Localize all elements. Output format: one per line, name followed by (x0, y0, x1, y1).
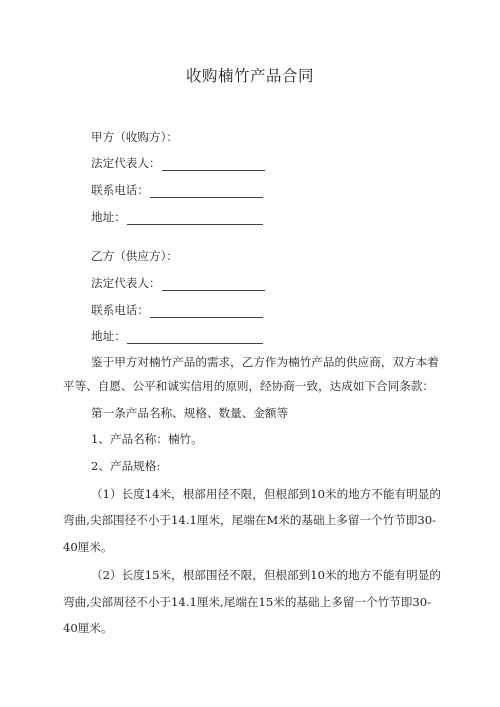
party-b-phone-label: 联系电话： (91, 303, 149, 317)
spec-2-line-3: 40厘米。 (63, 621, 113, 635)
party-a-rep-blank (162, 158, 265, 171)
party-a-phone-blank (150, 185, 263, 198)
party-b-address-field (91, 328, 263, 344)
party-b-rep-label: 法定代表人： (91, 276, 161, 290)
article-1-item-2: 2、产品规格: (91, 459, 161, 473)
party-b-rep-field (91, 275, 265, 291)
article-1-item-1: 1、产品名称：楠竹。 (91, 432, 203, 446)
party-b-address-blank (127, 331, 263, 344)
preamble-line-2: 平等、自愿、公平和诚实信用的原则，经协商一致，达成如下合同条款： (63, 379, 435, 393)
party-a-address-blank (127, 212, 263, 225)
party-a-heading: 甲方（收购方）： (91, 130, 178, 144)
spec-2-line-1: （2）长度15米，根部围径不限，但根部到10米的地方不能有明显的 (91, 568, 441, 582)
party-b-heading: 乙方（供应方）： (91, 249, 178, 263)
party-a-phone-field (91, 182, 263, 198)
article-1-heading: 第一条产品名称、规格、数量、金额等 (91, 406, 289, 420)
page-title: 收购楠竹产品合同 (185, 67, 314, 85)
spec-2-line-2: 弯曲,尖部周径不小于14.1厘米,尾端在15米的基础上多留一个竹节即30- (63, 595, 432, 609)
party-a-rep-field (91, 155, 265, 171)
party-b-phone-field (91, 302, 263, 318)
party-a-address-label: 地址： (91, 210, 126, 224)
party-a-rep-label: 法定代表人： (91, 156, 161, 170)
party-a-address-field (91, 209, 263, 225)
party-b-phone-blank (150, 305, 263, 318)
preamble-line-1: 鉴于甲方对楠竹产品的需求，乙方作为楠竹产品的供应商，双方本着 (91, 355, 439, 369)
spec-1-line-3: 40厘米。 (63, 540, 113, 554)
spec-1-line-1: （1）长度14米，根部用径不限，但根部到10米的地方不能有明显的 (91, 487, 441, 501)
party-b-address-label: 地址： (91, 329, 126, 343)
spec-1-line-2: 弯曲,尖部围径不小于14.1厘米，尾端在M米的基础上多留一个竹节即30- (63, 513, 437, 527)
party-a-phone-label: 联系电话： (91, 183, 149, 197)
party-b-rep-blank (162, 278, 265, 291)
